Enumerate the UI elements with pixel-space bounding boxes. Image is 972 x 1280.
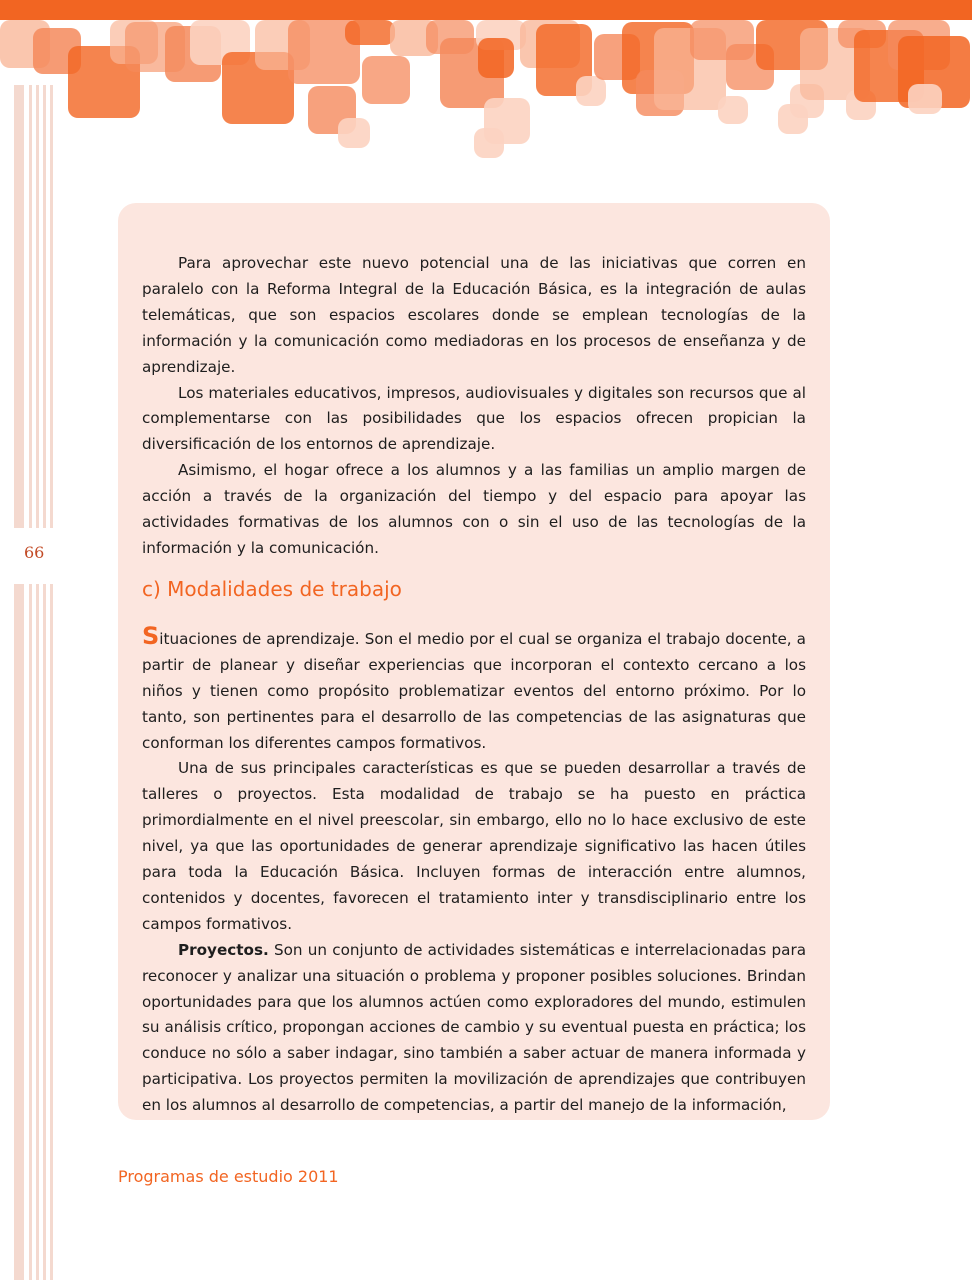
page-number: 66: [24, 543, 45, 562]
decorative-squares-header: [0, 0, 972, 170]
paragraph-proyectos: [142, 938, 806, 1119]
paragraph-text: ituaciones de aprendizaje. Son el medio por el cual se organiza el trabajo docente, a partir de planear y diseñar experiencias que incorporan el contexto cercano a los niños y tienen como propósito problematizar eventos del entorno próximo. Por lo tanto, son pertinentes para el desarrollo de las competencias de las asignaturas que conforman los diferentes campos formativos.: [142, 629, 806, 752]
paragraph: Una de sus principales características es que se pueden desarrollar a través de talleres o proyectos. Esta modalidad de trabajo se ha puesto en práctica primordialmente en el nivel preescolar, sin embargo, ello no lo hace exclusivo de este nivel, ya que las oportunidades de generar aprendizaje significativo las hacen útiles para toda la Educación Básica. Incluyen formas de interacción entre alumnos, contenidos y docentes, favorecen el tratamiento inter y transdisciplinario entre los campos formativos.: [142, 759, 806, 933]
section-heading: c) Modalidades de trabajo: [142, 576, 402, 601]
body-text: [142, 251, 806, 1119]
proyectos-label: Proyectos.: [178, 940, 269, 959]
drop-cap: S: [142, 621, 160, 650]
paragraph-text: Son un conjunto de actividades sistemáticas e interrelacionadas para reconocer y analizar una situación o problema y proponer posibles soluciones. Brindan oportunidades para que los alumnos actúen como exploradores del mundo, estimulen su análisis crítico, propongan acciones de cambio y su eventual puesta en práctica; los conduce no sólo a saber indagar, sino también a saber actuar de manera informada y participativa. Los proyectos permiten la movilización de aprendizajes que contribuyen en los alumnos al desarrollo de competencias, a partir del manejo de la información,: [142, 940, 806, 1115]
footer-title: Programas de estudio 2011: [118, 1167, 339, 1186]
paragraph: Asimismo, el hogar ofrece a los alumnos y a las familias un amplio margen de acción a través de la organización del tiempo y del espacio para apoyar las actividades formativas de los alumnos con o sin el uso de las tecnologías de la información y la comunicación.: [142, 461, 806, 557]
paragraph-situaciones: [142, 621, 806, 757]
paragraph: Para aprovechar este nuevo potencial una de las iniciativas que corren en paralelo con la Reforma Integral de la Educación Básica, es la integración de aulas telemáticas, que son espacios escolares donde se emplean tecnologías de la información y la comunicación como mediadoras en los procesos de enseñanza y de aprendizaje.: [142, 254, 806, 376]
left-margin-stripes: [14, 85, 58, 1280]
paragraph: Los materiales educativos, impresos, audiovisuales y digitales son recursos que al complementarse con las posibilidades que los espacios ofrecen propician la diversificación de los entornos de aprendizaje.: [142, 383, 806, 454]
